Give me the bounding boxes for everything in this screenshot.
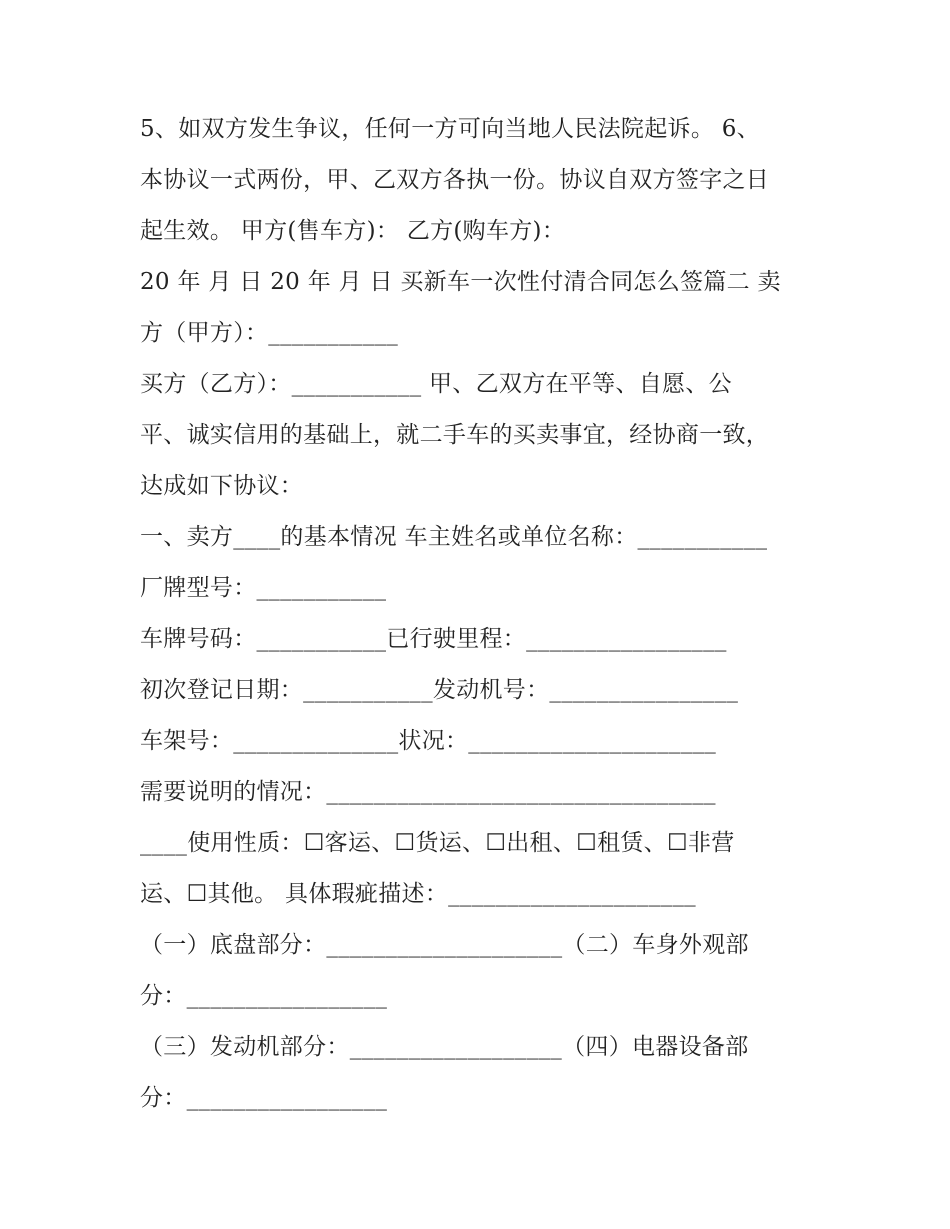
text-line: 平、诚实信用的基础上，就二手车的买卖事宜，经协商一致， bbox=[140, 422, 770, 448]
text-line: 需要说明的情况：_________________________________ bbox=[140, 779, 716, 805]
text-line: 达成如下协议： bbox=[140, 473, 304, 499]
text-line: 5、如双方发生争议，任何一方可向当地人民法院起诉。 6、 bbox=[140, 116, 760, 142]
text-line: 本协议一式两份，甲、乙双方各执一份。协议自双方签字之日 bbox=[140, 167, 770, 193]
text-line: 起生效。 甲方(售车方)： 乙方(购车方)： bbox=[140, 218, 566, 244]
document-body bbox=[140, 104, 820, 1124]
text-line: 初次登记日期：___________发动机号：________________ bbox=[140, 677, 739, 703]
text-line: 厂牌型号：___________ bbox=[140, 575, 387, 601]
text-line: （三）发动机部分：__________________（四）电器设备部 bbox=[140, 1034, 749, 1060]
text-line: 买方（乙方）：___________ 甲、乙双方在平等、自愿、公 bbox=[140, 371, 732, 397]
text-line: 车牌号码：___________已行驶里程：_________________ bbox=[140, 626, 727, 652]
text-line: 一、卖方____的基本情况 车主姓名或单位名称：___________ bbox=[140, 524, 768, 550]
text-line: 20 年 月 日 20 年 月 日 买新车一次性付清合同怎么签篇二 卖 bbox=[140, 269, 781, 295]
text-line: 方（甲方）：___________ bbox=[140, 320, 399, 346]
text-line: 运、☐其他。 具体瑕疵描述：_____________________ bbox=[140, 881, 696, 907]
text-line: ____使用性质：☐客运、☐货运、☐出租、☐租赁、☐非营 bbox=[140, 830, 735, 856]
text-line: 车架号：______________状况：_____________________ bbox=[140, 728, 717, 754]
text-line: （一）底盘部分：____________________（二）车身外观部 bbox=[140, 932, 749, 958]
text-line: 分：_________________ bbox=[140, 983, 388, 1009]
text-line: 分：_________________ bbox=[140, 1085, 388, 1111]
